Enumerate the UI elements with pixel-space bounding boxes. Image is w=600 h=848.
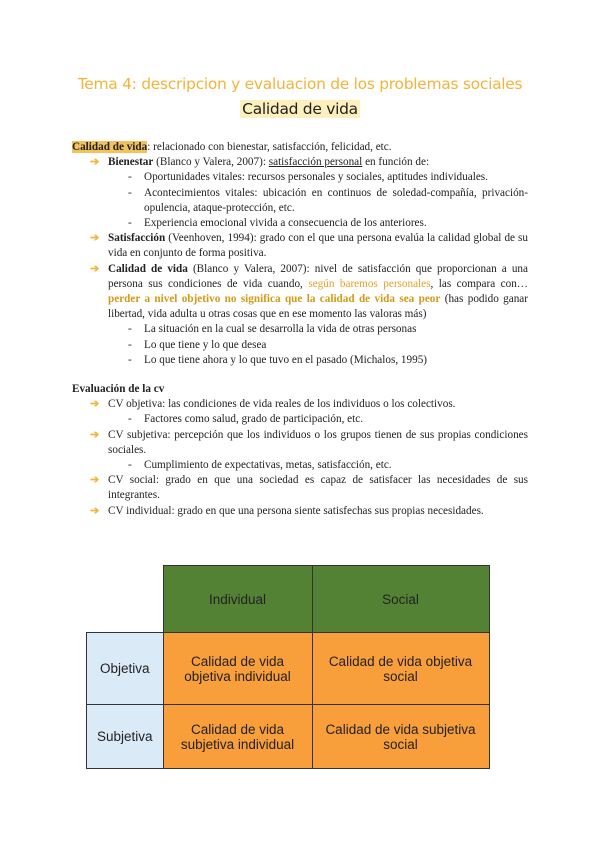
table-cell-subjetiva-social: Calidad de vida subjetiva social [312,705,489,769]
arrow-icon: ➔ [90,232,100,245]
list-item [72,170,528,185]
bienestar-tail: en función de: [362,156,430,169]
document-subtitle [0,100,600,118]
dash-icon: - [128,459,132,472]
list-item-text: Experiencia emocional vivida a consecuencia de los anteriores. [144,217,427,230]
arrow-icon: ➔ [90,398,100,411]
list-item-text: Lo que tiene ahora y lo que tuvo en el pasado (Michalos, 1995) [144,353,428,366]
list-item [72,458,528,473]
arrow-icon: ➔ [90,428,100,441]
list-item-text: La situación en la cual se desarrolla la vida de otras personas [144,323,417,336]
cv-individual-item [72,504,528,519]
bienestar-ref: (Blanco y Valera, 2007): [153,156,269,169]
list-item-text: Oportunidades vitales: recursos personales y sociales, aptitudes individuales. [144,171,488,184]
cv-social-text: CV social: grado en que una sociedad es capaz de satisfacer las necesidades de sus integrantes. [108,474,528,502]
satisfaccion-item [72,231,528,261]
calidad-orange: según baremos personales [308,277,431,290]
evaluacion-heading: Evaluación de la cv [72,383,165,396]
content-body [72,140,528,519]
bienestar-item [72,155,528,170]
cv-individual-text: CV individual: grado en que una persona siente satisfechas sus propias necesidades. [108,504,484,517]
arrow-icon: ➔ [90,504,100,517]
table-row-objetiva: Objetiva [87,633,164,705]
list-item-text: Lo que tiene y lo que desea [144,338,267,351]
table-cell-subjetiva-individual: Calidad de vida subjetiva individual [163,705,312,769]
intro-line [72,140,528,155]
table-cell-objetiva-social: Calidad de vida objetiva social [312,633,489,705]
list-item [72,322,528,337]
dash-icon: - [128,353,132,366]
cv-subjetiva-text: CV subjetiva: percepción que los individuos o los grupos tienen de sus propias condiciones sociales. [108,428,528,456]
quality-of-life-table [86,565,490,769]
calidad-text3: (has podido ganar libertad, vida adulta u otras cosas que en ese momento las valoras más) [108,293,529,321]
list-item [72,186,528,216]
list-item-text: Cumplimiento de expectativas, metas, satisfacción, etc. [144,459,392,472]
list-item [72,353,528,368]
dash-icon: - [128,323,132,336]
satisfaccion-text: (Veenhoven, 1994): grado con el que una persona evalúa la calidad global de su vida en conjunto de forma positiva. [108,232,528,260]
document-title: Tema 4: descripcion y evaluacion de los problemas sociales [77,75,523,93]
dash-icon: - [128,413,132,426]
calidad-text1: (Blanco y Valera, 2007): nivel de satisfacción que proporcionan a una persona sus condiciones de vida cuando, [108,262,528,290]
list-item [72,338,528,353]
list-item-text: Factores como salud, grado de participación, etc. [144,413,364,426]
table-row-subjetiva: Subjetiva [87,705,164,769]
table-cell-objetiva-individual: Calidad de vida objetiva individual [163,633,312,705]
calidad-term: Calidad de vida [108,262,188,275]
cv-objetiva-text: CV objetiva: las condiciones de vida reales de los individuos o los colectivos. [108,398,456,411]
calidad-item [72,262,528,323]
arrow-icon: ➔ [90,262,100,275]
bienestar-underlined: satisfacción personal [268,156,363,169]
dash-icon: - [128,171,132,184]
cv-social-item [72,473,528,503]
arrow-icon: ➔ [90,474,100,487]
cv-objetiva-item [72,397,528,412]
table-header-social: Social [312,566,489,633]
bienestar-term: Bienestar [108,156,154,169]
cv-subjetiva-item [72,428,528,458]
calidad-bold-orange: perder a nivel objetivo no significa que la calidad de vida sea peor [108,293,441,306]
dash-icon: - [128,217,132,230]
intro-text: : relacionado con bienestar, satisfacción, felicidad, etc. [147,141,392,153]
list-item-text: Acontecimientos vitales: ubicación en continuos de soledad-compañía, privación-opulencia, ataque-protección, etc. [144,186,528,214]
list-item [72,216,528,231]
dash-icon: - [128,338,132,351]
arrow-icon: ➔ [90,156,100,169]
intro-term: Calidad de vida [72,141,148,153]
table-header-individual: Individual [163,566,312,633]
satisfaccion-term: Satisfacción [108,232,166,245]
calidad-text2: , las compara con… [430,277,528,290]
list-item [72,412,528,427]
dash-icon: - [128,186,132,199]
table-corner [87,566,164,633]
subtitle-text: Calidad de vida [242,100,358,118]
